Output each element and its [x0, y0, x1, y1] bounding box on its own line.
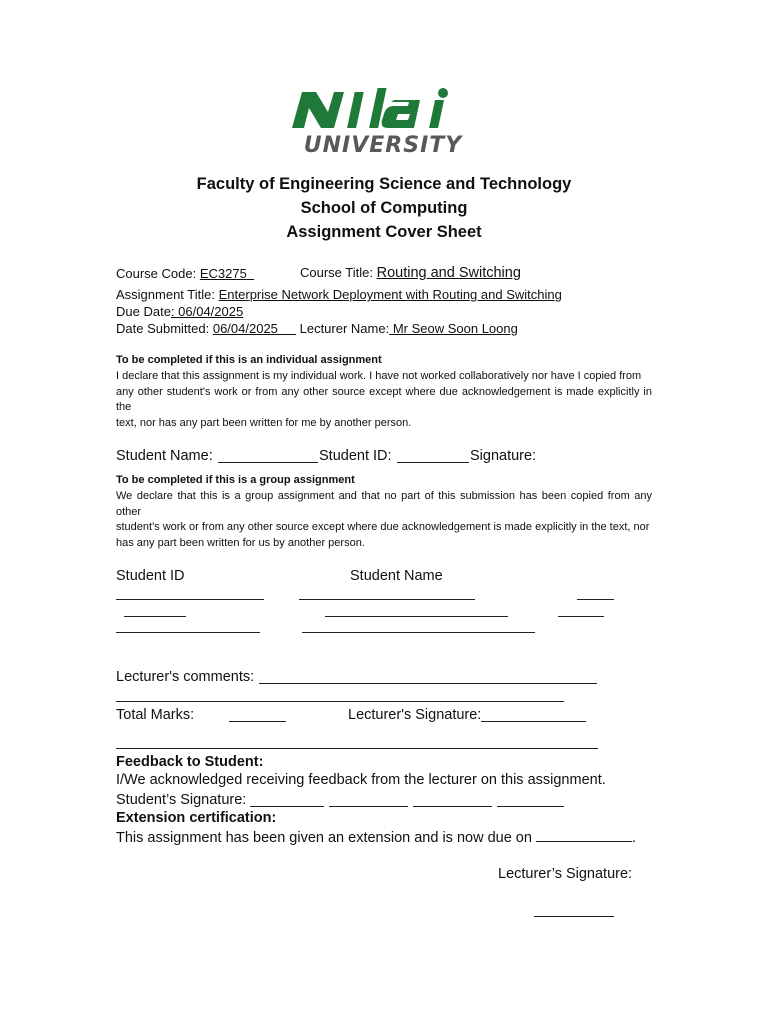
group-declaration [116, 489, 652, 551]
lecturer-signature-blank[interactable] [481, 721, 586, 722]
individual-declaration-line: text, nor has any part been written for me by another person. [116, 416, 412, 429]
group-declaration-line: student's work or from any other source except where due acknowledgement is made explicitly in the text, nor [116, 521, 650, 533]
school-heading: School of Computing [300, 199, 468, 217]
group-blank[interactable] [558, 616, 604, 617]
lecturer-signature-label: Lecturer's Signature: [348, 707, 482, 723]
student-id-blank[interactable] [397, 462, 469, 463]
assignment-title-row [116, 287, 562, 302]
course-code-row [116, 266, 254, 281]
due-date-value: : 06/04/2025 [170, 304, 244, 319]
extension-lecturer-signature-blank[interactable] [534, 916, 614, 917]
lecturer-name-value: Mr Seow Soon Loong [389, 321, 518, 336]
total-marks-blank[interactable] [229, 721, 286, 722]
cover-sheet-heading: Assignment Cover Sheet [286, 223, 482, 241]
lecturer-comments-blank[interactable] [116, 701, 564, 702]
individual-declaration [116, 369, 652, 431]
course-title-row [300, 265, 521, 281]
student-signature-blank[interactable] [497, 806, 564, 807]
group-blank[interactable] [116, 632, 260, 633]
extension-date-blank[interactable] [536, 829, 632, 842]
course-code-value: EC3275 [199, 266, 247, 281]
student-name-label: Student Name: [116, 448, 213, 464]
svg-text:UNIVERSITY: UNIVERSITY [303, 133, 463, 156]
nilai-university-logo [290, 86, 476, 156]
date-submitted-value: 06/04/2025 [212, 321, 278, 336]
due-date-label: Due Date [116, 304, 171, 319]
total-marks-label: Total Marks: [116, 707, 195, 723]
student-name-column-header: Student Name [350, 568, 443, 584]
student-id-label: Student ID: [319, 448, 392, 464]
lecturer-comments-label: Lecturer's comments: [116, 669, 255, 685]
student-signature-blank[interactable] [413, 806, 492, 807]
submitted-row [116, 321, 518, 336]
group-blank[interactable] [325, 616, 508, 617]
student-signature-label: Student’s Signature: [116, 792, 247, 808]
group-blank[interactable] [299, 599, 475, 600]
assignment-title-label: Assignment Title: [116, 287, 215, 302]
extension-heading: Extension certification: [116, 810, 277, 826]
student-name-blank[interactable] [218, 462, 318, 463]
signature-label: Signature: [470, 448, 537, 464]
extension-period: . [631, 830, 637, 846]
group-blank[interactable] [124, 616, 186, 617]
student-signature-blank[interactable] [329, 806, 408, 807]
student-id-column-header: Student ID [116, 568, 185, 584]
faculty-heading: Faculty of Engineering Science and Technology [196, 175, 572, 193]
group-heading: To be completed if this is a group assignment [116, 474, 355, 486]
group-declaration-line: has any part been written for us by another person. [116, 536, 365, 549]
extension-text [116, 829, 636, 846]
individual-declaration-line: I declare that this assignment is my individual work. I have not worked collaboratively nor have I copied from [116, 370, 642, 382]
course-title-label: Course Title: [300, 265, 373, 280]
lecturer-comments-blank[interactable] [259, 683, 597, 684]
separator-line [116, 748, 598, 749]
student-signature-blank[interactable] [250, 806, 324, 807]
group-blank[interactable] [302, 632, 535, 633]
group-blank[interactable] [116, 599, 264, 600]
individual-heading: To be completed if this is an individual assignment [116, 354, 382, 366]
group-declaration-line: We declare that this is a group assignment and that no part of this submission has been copied from any other [116, 490, 652, 518]
date-submitted-label: Date Submitted: [116, 321, 210, 336]
group-blank[interactable] [577, 599, 614, 600]
individual-declaration-line: any other student's work or from any other source except where due acknowledgement is made explicitly in the [116, 385, 652, 413]
feedback-heading: Feedback to Student: [116, 754, 264, 770]
assignment-title-value: Enterprise Network Deployment with Routing and Switching [218, 287, 562, 302]
extension-lecturer-signature-label: Lecturer’s Signature: [498, 866, 633, 882]
due-date-row [116, 304, 243, 319]
course-title-value: Routing and Switching [376, 265, 521, 281]
feedback-text: I/We acknowledged receiving feedback from the lecturer on this assignment. [116, 772, 606, 788]
course-code-label: Course Code: [116, 266, 197, 281]
extension-text-main: This assignment has been given an extension and is now due on [116, 830, 532, 846]
lecturer-name-label: Lecturer Name: [299, 321, 390, 336]
